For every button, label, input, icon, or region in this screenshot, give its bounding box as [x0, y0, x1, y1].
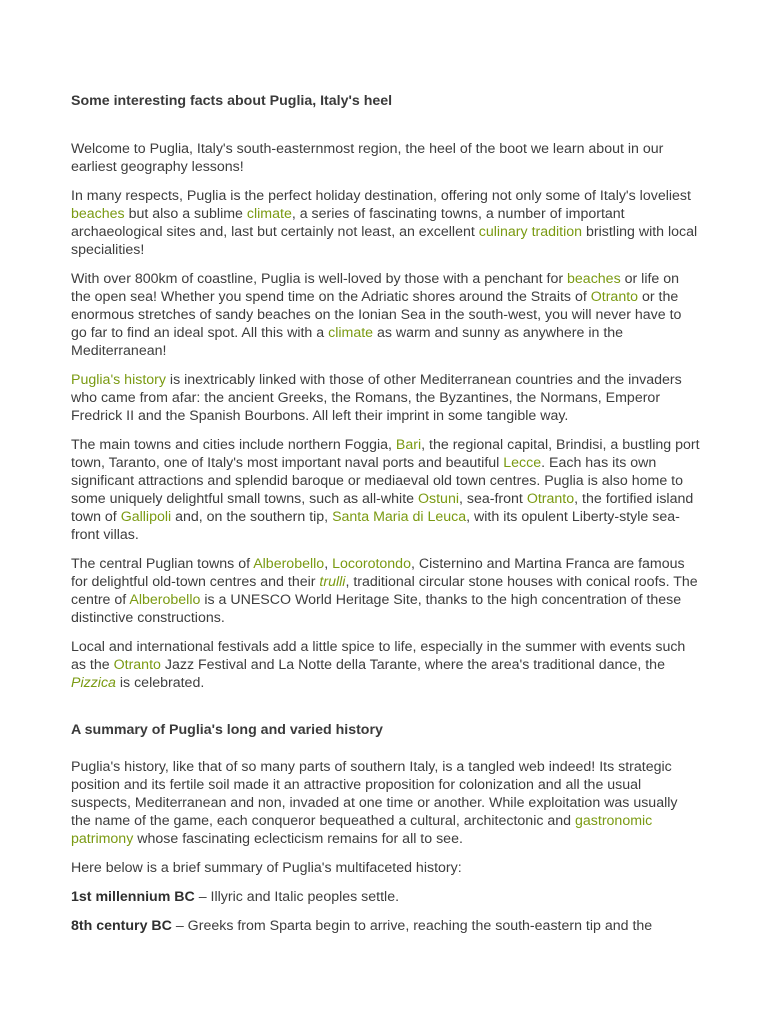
section-heading-history: A summary of Puglia's long and varied history — [71, 722, 383, 738]
paragraph-text: Welcome to Puglia, Italy's south-easternmost region, the heel of the boot we learn about in our earliest geography lessons! — [71, 141, 664, 175]
paragraph-text: With over 800km of coastline, Puglia is well-loved by those with a penchant for — [71, 271, 568, 287]
section-heading-facts: Some interesting facts about Puglia, Italy's heel — [71, 93, 393, 109]
paragraph-text: . Each has its own significant attractions and splendid baroque or mediaeval old town centres. Puglia is also home to some uniquely delightful small towns, such as all-white — [71, 455, 683, 507]
paragraph-text: as warm and sunny as anywhere in the Mediterranean! — [71, 325, 624, 359]
paragraph-text: – Greeks from Sparta begin to arrive, reaching the south-eastern tip and the — [171, 918, 653, 934]
paragraph-text: Here below is a brief summary of Puglia's multifaceted history: — [71, 860, 462, 876]
paragraph-text: Jazz Festival and La Notte della Tarante, where the area's traditional dance, the — [160, 657, 665, 673]
paragraph-text: , a series of fascinating towns, a number of important archaeological sites and, last but certainly not least, an excellent — [71, 206, 625, 240]
paragraph-text: The central Puglian towns of — [71, 556, 254, 572]
link-beaches[interactable]: beaches — [71, 206, 125, 222]
paragraph — [71, 371, 701, 425]
timeline-period: 1st millennium BC — [71, 889, 195, 905]
history-section — [71, 758, 701, 935]
paragraph-text: , with its opulent Liberty-style sea-front villas. — [71, 509, 680, 543]
paragraph-text: The main towns and cities include northern Foggia, — [71, 437, 396, 453]
paragraph-text: whose fascinating eclecticism remains for all to see. — [133, 831, 463, 847]
paragraph-text: or life on the open sea! Whether you spend time on the Adriatic shores around the Straits of — [71, 271, 680, 305]
paragraph — [71, 638, 701, 692]
link-climate[interactable]: climate — [246, 206, 292, 222]
paragraph — [71, 758, 701, 848]
link-locorotondo[interactable]: Locorotondo — [332, 556, 411, 572]
paragraph — [71, 140, 701, 176]
link-otranto[interactable]: Otranto — [113, 657, 161, 673]
link-trulli[interactable]: trulli — [319, 574, 346, 590]
link-beaches[interactable]: beaches — [567, 271, 621, 287]
paragraph — [71, 888, 701, 906]
paragraph-text: , sea-front — [459, 491, 527, 507]
link-otranto[interactable]: Otranto — [526, 491, 575, 507]
paragraph-text: In many respects, Puglia is the perfect holiday destination, offering not only some of Italy's loveliest — [71, 188, 691, 204]
link-gastronomic-patrimony[interactable]: gastronomic patrimony — [71, 813, 653, 847]
paragraph-text: or the enormous stretches of sandy beaches on the Ionian Sea in the south-west, you will never have to go far to find an ideal spot. All this with a — [71, 289, 682, 341]
paragraph — [71, 270, 701, 360]
paragraph-text: is a UNESCO World Heritage Site, thanks to the high concentration of these distinctive constructions. — [71, 592, 682, 626]
link-climate[interactable]: climate — [328, 325, 374, 341]
paragraph — [71, 859, 701, 877]
link-santa-maria-di-leuca[interactable]: Santa Maria di Leuca — [332, 509, 467, 525]
paragraph-text: Puglia's history, like that of so many parts of southern Italy, is a tangled web indeed! Its strategic position and its fertile soil made it an attractive proposition for colonization and all the usual suspects, Mediterranean and non, invaded at one time or another. While exploitation was usually the name of the game, each conqueror bequeathed a cultural, architectonic and — [71, 759, 678, 829]
timeline-period: 8th century BC — [71, 918, 172, 934]
paragraph-text: Local and international festivals add a little spice to life, especially in the summer with events such as the — [71, 639, 686, 673]
paragraph-text: – Illyric and Italic peoples settle. — [194, 889, 400, 905]
link-culinary-tradition[interactable]: culinary tradition — [478, 224, 583, 240]
paragraph-text: is celebrated. — [115, 675, 205, 691]
document-body — [71, 92, 701, 946]
paragraph-text: , traditional circular stone houses with conical roofs. The centre of — [71, 574, 698, 608]
link-ostuni[interactable]: Ostuni — [417, 491, 459, 507]
paragraph — [71, 436, 701, 544]
link-alberobello[interactable]: Alberobello — [253, 556, 325, 572]
link-pizzica[interactable]: Pizzica — [71, 675, 116, 691]
link-alberobello[interactable]: Alberobello — [129, 592, 201, 608]
link-gallipoli[interactable]: Gallipoli — [120, 509, 172, 525]
paragraph-text: and, on the southern tip, — [171, 509, 333, 525]
paragraph — [71, 917, 701, 935]
facts-section — [71, 140, 701, 692]
paragraph-text: but also a sublime — [124, 206, 247, 222]
paragraph-text: , the fortified island town of — [71, 491, 694, 525]
link-puglia-s-history[interactable]: Puglia's history — [71, 372, 166, 388]
paragraph-text: bristling with local specialities! — [71, 224, 698, 258]
link-otranto[interactable]: Otranto — [590, 289, 639, 305]
paragraph-text: , the regional capital, Brindisi, a bustling port town, Taranto, one of Italy's most important naval ports and beautiful — [71, 437, 700, 471]
paragraph-text: , — [324, 556, 333, 572]
paragraph-text: , Cisternino and Martina Franca are famous for delightful old-town centres and their — [71, 556, 685, 590]
paragraph-text: is inextricably linked with those of other Mediterranean countries and the invaders who came from afar: the ancient Greeks, the Romans, the Byzantines, the Normans, Emperor Fredrick II and the Spanish Bourbons. All left their imprint in some tangible way. — [71, 372, 682, 424]
link-lecce[interactable]: Lecce — [503, 455, 542, 471]
paragraph — [71, 555, 701, 627]
link-bari[interactable]: Bari — [395, 437, 422, 453]
paragraph — [71, 187, 701, 259]
